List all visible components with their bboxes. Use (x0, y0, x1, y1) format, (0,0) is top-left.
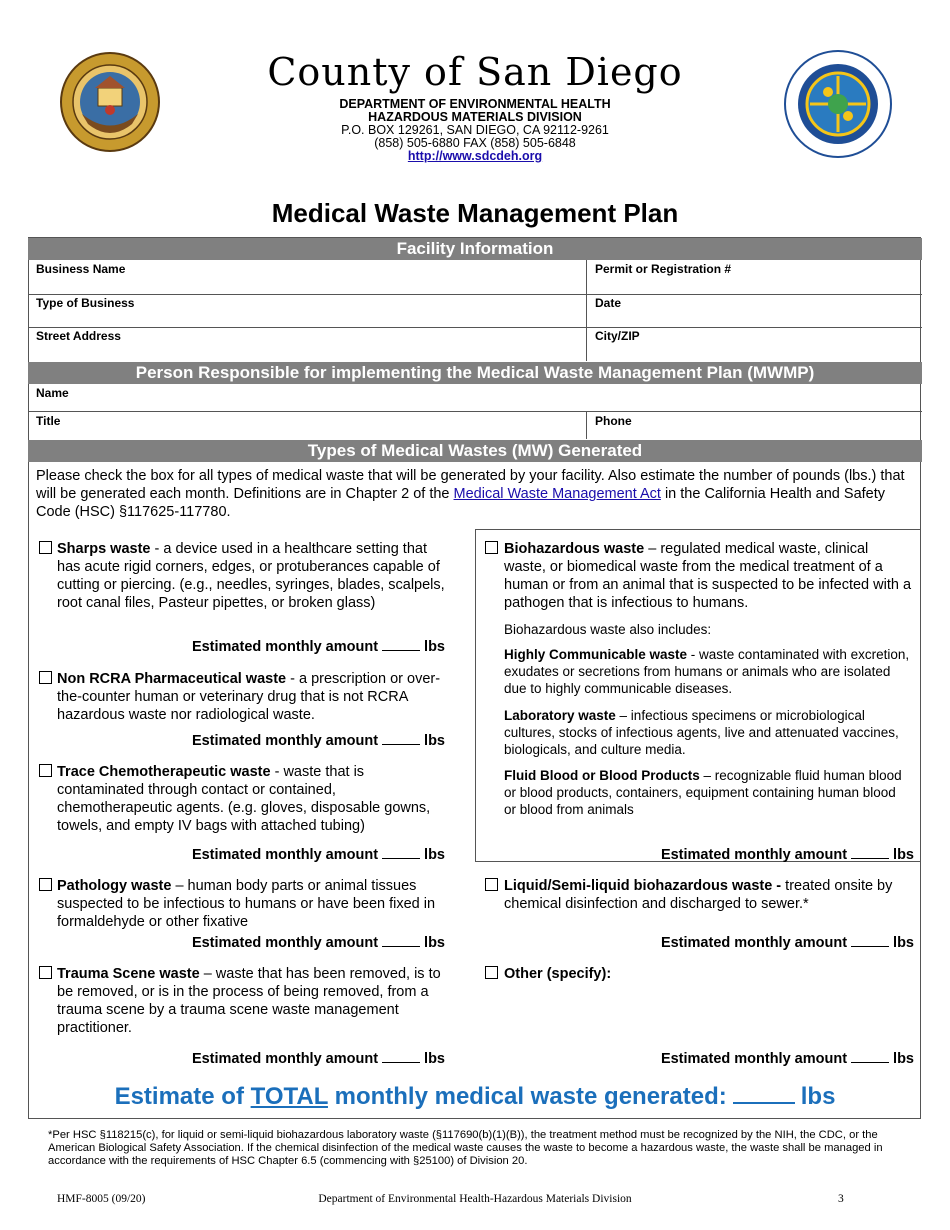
biohazardous-description: Biohazardous waste – regulated medical waste, clinical waste, or biomedical waste from the medical treatment of a human or from an animal that is suspected to be infected with a pathogen that is infectious to humans. (504, 541, 912, 611)
city-zip-field[interactable]: City/ZIP (595, 329, 640, 343)
chemotherapeutic-description: Trace Chemotherapeutic waste - waste that is contaminated through contact or contained, chemotherapeutic agents. (e.g. gloves, disposable gowns, towels, and empty IV bags with attached tubing) (57, 764, 431, 834)
mwma-link[interactable]: Medical Waste Management Act (453, 486, 661, 502)
instructions-paragraph: Please check the box for all types of medical waste that will be generated by your facility. Also estimate the number of pounds (lbs.) that will be generated each month. Definitions are in Chapter 2 of the Medical Waste Management Act in the California Health and Safety Code (HSC) §117625-117780. (36, 468, 905, 520)
other-checkbox[interactable] (485, 966, 498, 979)
trauma-amount-input[interactable] (382, 1048, 420, 1063)
footnote: *Per HSC §118215(c), for liquid or semi-liquid biohazardous laboratory waste (§117690(b)(1)(B)), the treatment method must be recognized by the NIH, the CDC, or the American Biological Safety Association. If the chemical disinfection of the medical waste causes the waste to become a hazardous waste, the waste shall be managed in accordance with the requirements of HSC Chapter 6.5 (commencing with §25100) of Division 20. (48, 1129, 883, 1167)
footer-department: Department of Environmental Health-Hazardous Materials Division (318, 1193, 632, 1205)
pathology-amount-input[interactable] (382, 932, 420, 947)
biohazardous-includes: Biohazardous waste also includes: (504, 622, 712, 637)
pathology-checkbox[interactable] (39, 878, 52, 891)
permit-number-field[interactable]: Permit or Registration # (595, 262, 732, 276)
other-estimate: Estimated monthly amount lbs (504, 1048, 914, 1067)
responsible-section-header: Person Responsible for implementing the Medical Waste Management Plan (MWMP) (28, 362, 922, 384)
facility-column-divider (586, 260, 587, 361)
liquid-biohazardous-checkbox[interactable] (485, 878, 498, 891)
pharmaceutical-amount-input[interactable] (382, 730, 420, 745)
phone-fax: (858) 505-6880 FAX (858) 505-6848 (374, 136, 576, 150)
pathology-estimate: Estimated monthly amount lbs (60, 932, 445, 951)
website-link[interactable]: http://www.sdcdeh.org (407, 149, 543, 163)
other-description: Other (specify): (504, 966, 612, 982)
laboratory-waste-description: Laboratory waste – infectious specimens or microbiological cultures, stocks of infectious agents, live and attenuated vaccines, biologicals, and culture media. (504, 708, 899, 757)
total-estimate: Estimate of TOTAL monthly medical waste generated: lbs (0, 1080, 950, 1111)
other-amount-input[interactable] (851, 1048, 889, 1063)
pharmaceutical-estimate: Estimated monthly amount lbs (60, 730, 445, 749)
date-field[interactable]: Date (595, 296, 622, 310)
business-name-field[interactable]: Business Name (36, 262, 126, 276)
biohazard-box-top (475, 529, 921, 530)
row-divider (28, 411, 922, 412)
responsible-phone-field[interactable]: Phone (595, 414, 632, 428)
liquid-amount-input[interactable] (851, 932, 889, 947)
trauma-description: Trauma Scene waste – waste that has been removed, is to be removed, or is in the process of being removed, from a trauma scene by a trauma scene waste management practitioner. (57, 966, 441, 1036)
pharmaceutical-description: Non RCRA Pharmaceutical waste - a prescription or over-the-counter human or veterinary drug that is not RCRA hazardous waste nor radiological waste. (57, 671, 441, 723)
pathology-description: Pathology waste – human body parts or animal tissues suspected to be infectious to humans or have been fixed in formaldehyde or other fixative (57, 878, 436, 930)
deh-logo-icon (784, 50, 892, 158)
blood-products-description: Fluid Blood or Blood Products – recognizable fluid human blood or blood products, containers, equipment containing human blood or blood from animals (504, 768, 902, 817)
street-address-field[interactable]: Street Address (36, 329, 121, 343)
form-id: HMF-8005 (09/20) (57, 1193, 146, 1205)
chemotherapeutic-checkbox[interactable] (39, 764, 52, 777)
row-divider (28, 327, 922, 328)
biohazardous-checkbox[interactable] (485, 541, 498, 554)
responsible-column-divider (586, 411, 587, 439)
mailing-address: P.O. BOX 129261, SAN DIEGO, CA 92112-9261 (341, 123, 609, 137)
chemotherapeutic-amount-input[interactable] (382, 844, 420, 859)
biohazardous-amount-input[interactable] (851, 844, 889, 859)
trauma-checkbox[interactable] (39, 966, 52, 979)
department-name: DEPARTMENT OF ENVIRONMENTAL HEALTH (339, 97, 611, 111)
row-divider (28, 294, 922, 295)
liquid-biohazardous-description: Liquid/Semi-liquid biohazardous waste - treated onsite by chemical disinfection and discharged to sewer.* (504, 878, 893, 912)
page-title: Medical Waste Management Plan (271, 198, 679, 228)
trauma-estimate: Estimated monthly amount lbs (60, 1048, 445, 1067)
sharps-amount-input[interactable] (382, 636, 420, 651)
division-name: HAZARDOUS MATERIALS DIVISION (368, 110, 582, 124)
total-amount-input[interactable] (733, 1080, 795, 1104)
page-number: 3 (838, 1193, 844, 1205)
responsible-title-field[interactable]: Title (36, 414, 61, 428)
type-of-business-field[interactable]: Type of Business (36, 296, 135, 310)
responsible-name-field[interactable]: Name (36, 386, 69, 400)
sharps-checkbox[interactable] (39, 541, 52, 554)
pharmaceutical-checkbox[interactable] (39, 671, 52, 684)
county-title: County of San Diego (267, 50, 683, 94)
biohazard-box-left (475, 529, 476, 861)
facility-section-header: Facility Information (28, 238, 922, 260)
sharps-estimate: Estimated monthly amount lbs (60, 636, 445, 655)
chemotherapeutic-estimate: Estimated monthly amount lbs (60, 844, 445, 863)
liquid-biohazardous-estimate: Estimated monthly amount lbs (504, 932, 914, 951)
highly-communicable-description: Highly Communicable waste - waste contaminated with excretion, exudates or secretions from humans or animals who are isolated due to highly communicable diseases. (504, 647, 910, 696)
types-section-header: Types of Medical Wastes (MW) Generated (28, 440, 922, 462)
sharps-description: Sharps waste - a device used in a healthcare setting that has acute rigid corners, edges, or protuberances capable of cutting or piercing. (e.g., needles, syringes, blades, scalpels, root canal files, Pasteur pipettes, or broken glass) (57, 541, 445, 611)
biohazardous-estimate: Estimated monthly amount lbs (504, 844, 914, 863)
